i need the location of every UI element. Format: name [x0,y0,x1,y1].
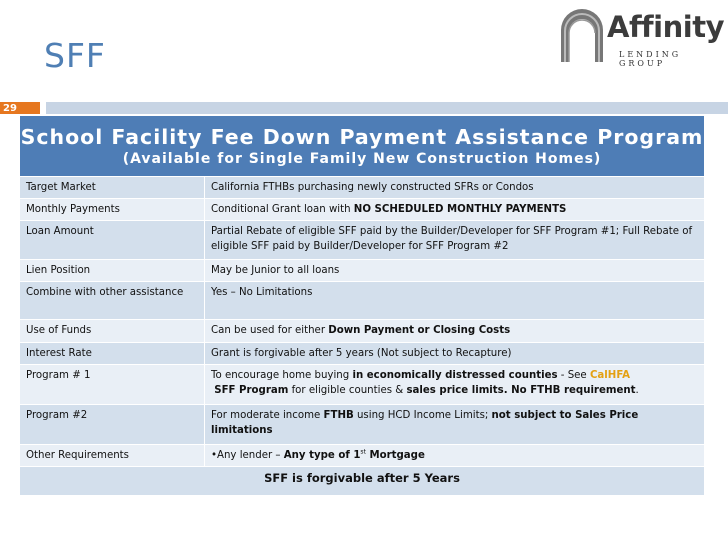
row-text: for eligible counties & [288,384,407,396]
row-value [205,365,705,405]
row-text: •Any lender – [211,450,284,461]
row-emphasis: sales price limits. No FTHB requirement [406,384,636,396]
table-row [20,177,704,199]
row-label: Target Market [20,177,205,199]
row-label: Loan Amount [20,221,205,260]
slide-title: SFF [44,36,106,75]
row-text: For moderate income [211,410,324,421]
row-value [205,320,705,343]
row-label: Lien Position [20,260,205,282]
program-table [20,116,704,518]
row-value [205,199,705,221]
ordinal-suffix: st [360,448,366,456]
row-label: Monthly Payments [20,199,205,221]
arch-logo-icon [557,2,607,64]
row-label: Other Requirements [20,445,205,467]
row-value: Partial Rebate of eligible SFF paid by the Builder/Developer for SFF Program #1; Full Rebate of eligible SFF paid by Builder/Developer for SFF Program #2 [205,221,705,260]
row-emphasis: Mortgage [365,450,425,461]
row-text: To encourage home buying [211,370,353,381]
table-row [20,365,704,405]
row-emphasis: not subject to Sales Price limitations [211,410,639,436]
table-row [20,199,704,221]
row-text: Can be used for either [211,325,329,336]
row-text: using HCD Income Limits; [353,410,492,421]
row-value: Grant is forgivable after 5 years (Not subject to Recapture) [205,343,705,365]
program-subtitle: (Available for Single Family New Construction Homes) [122,151,602,167]
row-label: Use of Funds [20,320,205,343]
sff-program-link[interactable]: SFF Program [214,384,289,396]
row-value: May be Junior to all loans [205,260,705,282]
table-header [20,116,704,176]
row-emphasis: NO SCHEDULED MONTHLY PAYMENTS [353,204,567,215]
row-emphasis: Down Payment or Closing Costs [328,325,511,336]
row-text: . [635,384,639,396]
footer-note: SFF is forgivable after 5 Years [20,467,704,495]
affinity-logo [557,0,728,66]
program-title: School Facility Fee Down Payment Assistance Program [20,125,704,149]
program-details [20,176,704,495]
row-value: California FTHBs purchasing newly constructed SFRs or Condos [205,177,705,199]
table-row [20,343,704,365]
table-row [20,320,704,343]
table-row [20,221,704,260]
row-text: - See [557,370,590,381]
table-footer-row [20,467,704,495]
row-label: Program #2 [20,405,205,445]
row-emphasis: in economically distressed counties [352,370,558,381]
row-value: Yes – No Limitations [205,282,705,320]
row-text: Conditional Grant loan with [211,204,354,215]
page-number: 29 [3,103,17,114]
row-label: Interest Rate [20,343,205,365]
row-value [205,405,705,445]
row-label: Program # 1 [20,365,205,405]
header-rule [46,102,728,114]
table-row [20,405,704,445]
row-emphasis: FTHB [323,410,354,421]
table-row [20,282,704,320]
row-value [205,445,705,467]
logo-name: Affinity [607,10,724,44]
calhfa-link[interactable]: CalHFA [589,370,630,381]
table-row [20,260,704,282]
table-row [20,445,704,467]
logo-tagline: LENDING GROUP [619,50,682,68]
row-emphasis: Any type of 1 [283,450,361,461]
row-label: Combine with other assistance [20,282,205,320]
